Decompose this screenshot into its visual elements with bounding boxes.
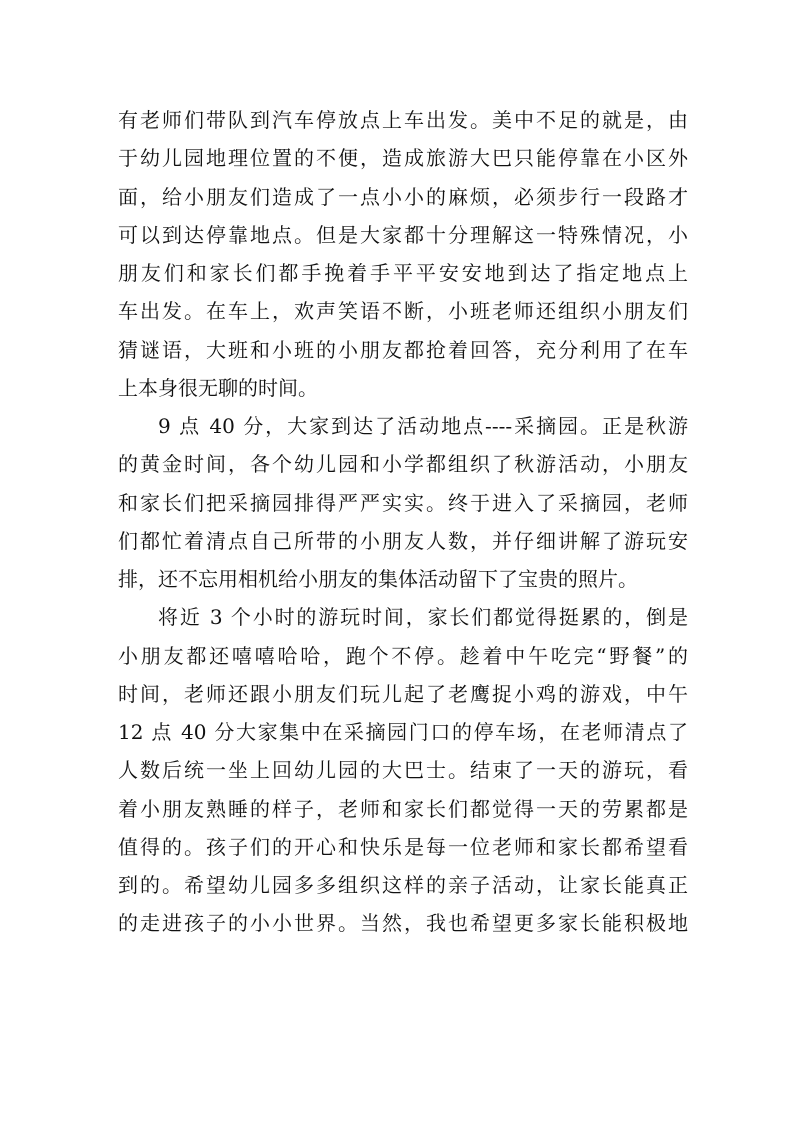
text-line: 朋友们和家长们都手挽着手平平安安地到达了指定地点上 [118, 261, 688, 285]
text-line: 着小朋友熟睡的样子，老师和家长们都觉得一天的劳累都是 [118, 796, 688, 821]
text-line: 的走进孩子的小小世界。当然，我也希望更多家长能积极地 [118, 911, 688, 936]
document-body [118, 101, 688, 943]
text-line: 面，给小朋友们造成了一点小小的麻烦，必须步行一段路才 [118, 184, 688, 209]
text-line: 和家长们把采摘园排得严严实实。终于进入了采摘园，老师 [118, 490, 688, 515]
text-line: 猜谜语，大班和小班的小朋友都抢着回答，充分利用了在车 [118, 337, 688, 362]
text-line: 们都忙着清点自己所带的小朋友人数，并仔细讲解了游玩安 [118, 528, 688, 553]
text-line: 12 点 40 分大家集中在采摘园门口的停车场，在老师清点了 [118, 720, 688, 744]
text-line: 的黄金时间，各个幼儿园和小学都组织了秋游活动，小朋友 [118, 452, 688, 477]
text-line: 车出发。在车上，欢声笑语不断，小班老师还组织小朋友们 [118, 299, 688, 324]
text-line: 到的。希望幼儿园多多组织这样的亲子活动，让家长能真正 [118, 873, 688, 897]
text-line: 于幼儿园地理位置的不便，造成旅游大巴只能停靠在小区外 [118, 146, 688, 171]
text-line: 人数后统一坐上回幼儿园的大巴士。结束了一天的游玩，看 [118, 758, 688, 783]
text-line: 排，还不忘用相机给小朋友的集体活动留下了宝贵的照片。 [118, 567, 638, 591]
text-line: 值得的。孩子们的开心和快乐是每一位老师和家长都希望看 [118, 834, 688, 859]
text-line: 可以到达停靠地点。但是大家都十分理解这一特殊情况，小 [118, 222, 688, 247]
paragraph-first-line: 将近 3 个小时的游玩时间，家长们都觉得挺累的，倒是 [158, 605, 688, 630]
text-line: 有老师们带队到汽车停放点上车出发。美中不足的就是，由 [118, 108, 688, 132]
text-line: 上本身很无聊的时间。 [118, 375, 318, 400]
paragraph-first-line: 9 点 40 分，大家到达了活动地点----采摘园。正是秋游 [158, 414, 688, 438]
text-line: 时间，老师还跟小朋友们玩儿起了老鹰捉小鸡的游戏，中午 [118, 681, 688, 706]
text-line: 小朋友都还嘻嘻哈哈，跑个不停。趁着中午吃完“野餐”的 [118, 643, 688, 668]
